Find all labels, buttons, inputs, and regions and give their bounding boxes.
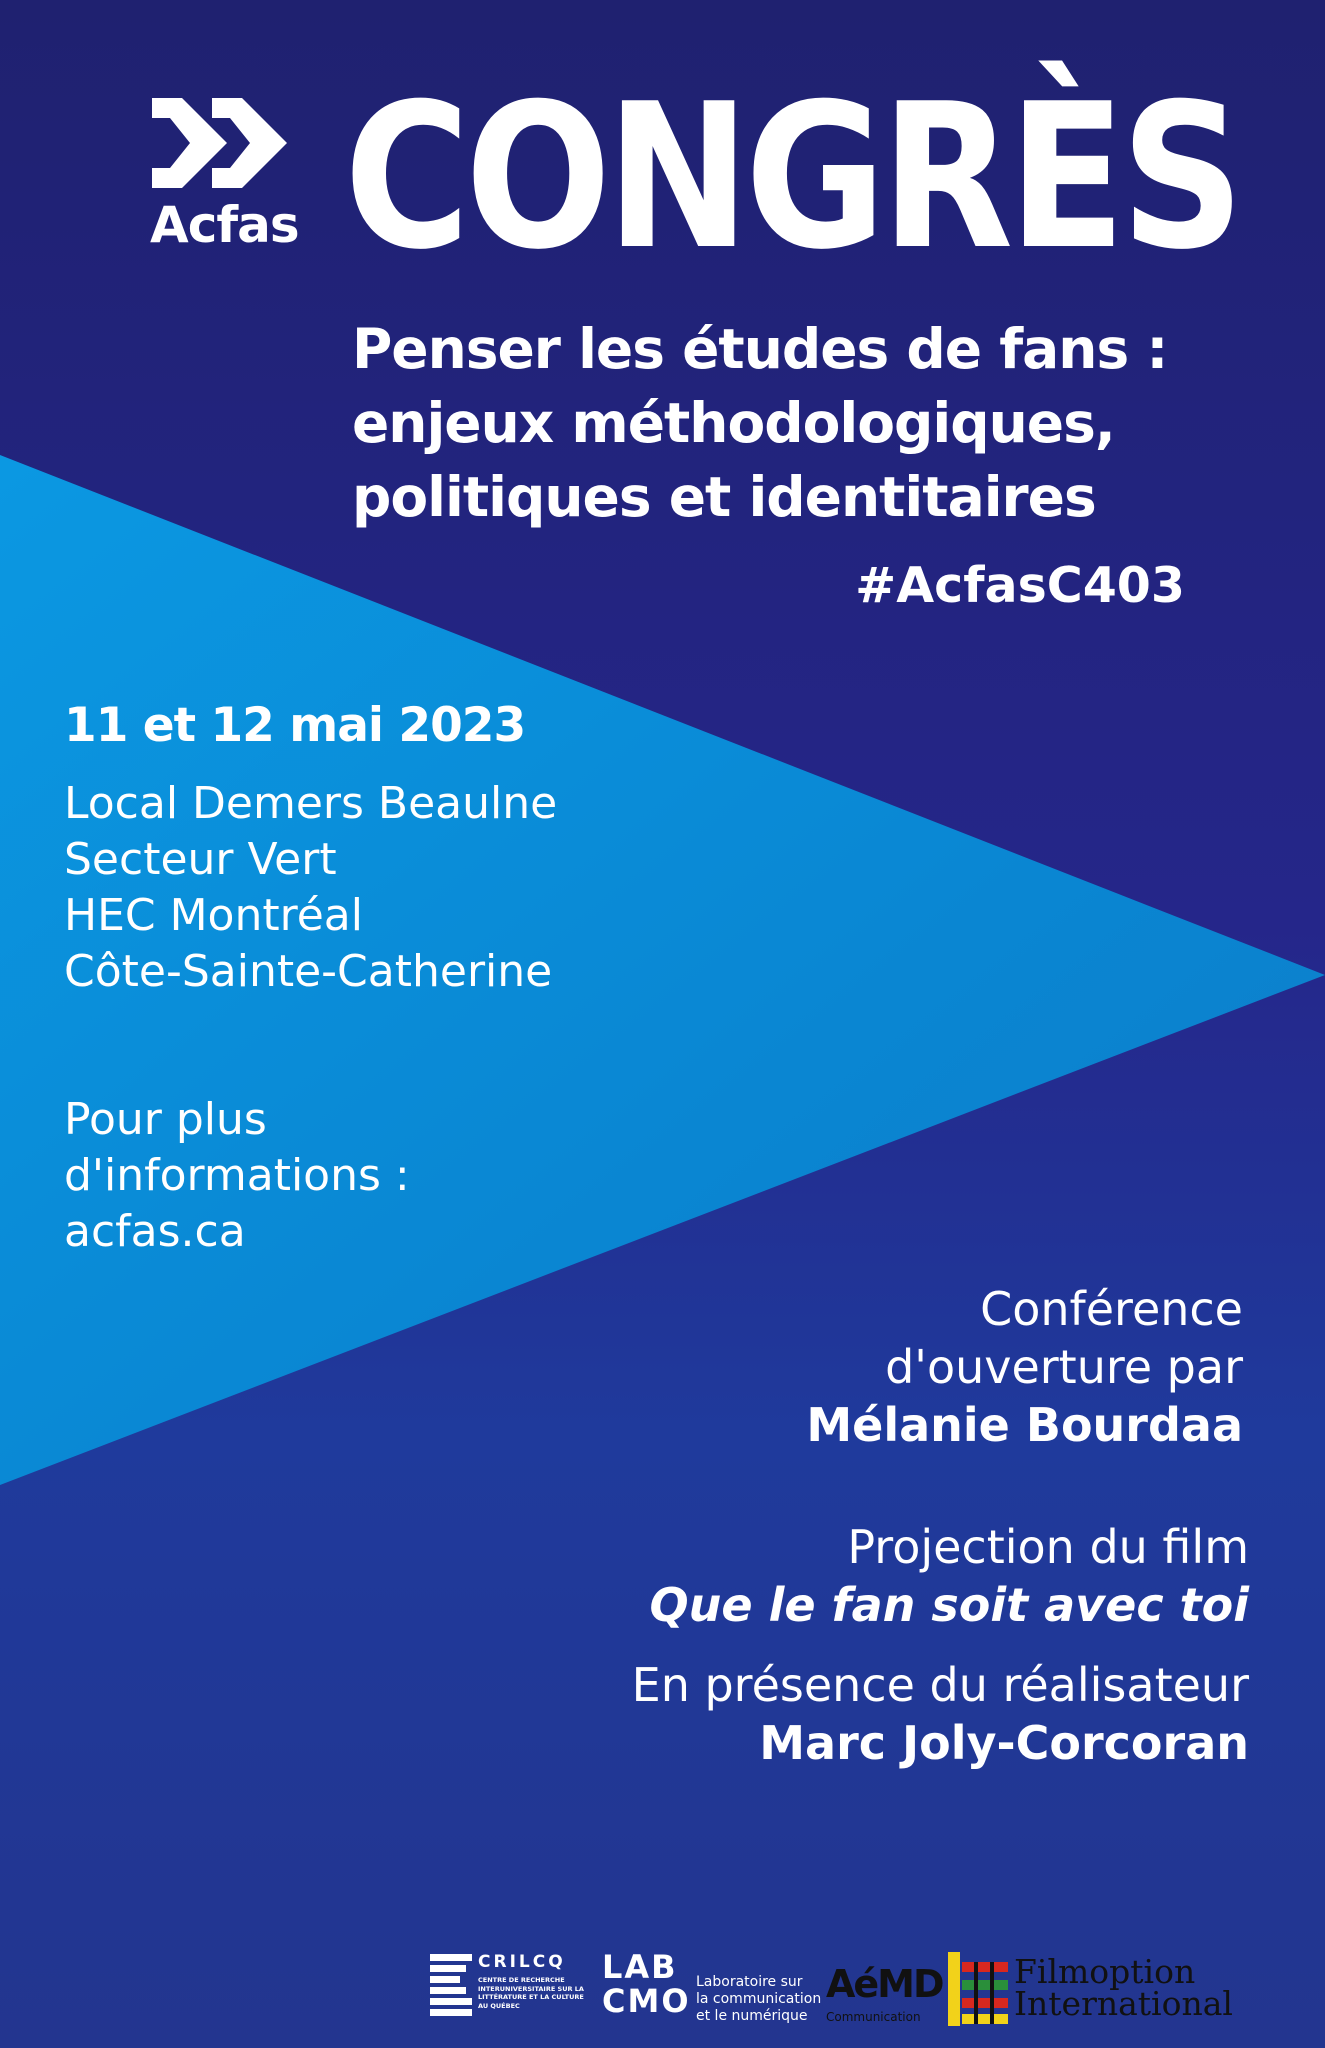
filmoption-logo-icon — [948, 1952, 1010, 2026]
info-website: acfas.ca — [64, 1206, 246, 1257]
conference-line: d'ouverture par — [885, 1340, 1243, 1394]
crilcq-description: CENTRE DE RECHERCHE INTERUNIVERSITAIRE SUR LA LITTÉRATURE ET LA CULTURE AU QUÉBEC — [478, 1976, 584, 2010]
film-title: Que le fan soit avec toi — [649, 1578, 1249, 1632]
address-line: Local Demers Beaulne — [64, 778, 558, 829]
filmoption-logo-text — [1014, 1952, 1233, 2023]
filmoption-line: International — [1014, 1984, 1233, 2023]
title-line: politiques et identitaires — [352, 465, 1096, 529]
address-line: Côte-Sainte-Catherine — [64, 946, 553, 997]
aemd-logo: AéMD — [826, 1962, 943, 2006]
labcmo-desc-line: la communication — [696, 1991, 822, 2007]
director-name: Marc Joly-Corcoran — [759, 1716, 1249, 1770]
director-line: En présence du réalisateur — [631, 1658, 1249, 1712]
acfas-logo-text: Acfas — [150, 196, 299, 254]
hashtag: #AcfasC403 — [855, 557, 1185, 614]
crilcq-name: CRILCQ — [478, 1952, 566, 1972]
labcmo-bottom: CMO — [602, 1982, 691, 2020]
title-line: enjeux méthodologiques, — [352, 391, 1115, 455]
aemd-subtitle: Communication — [826, 2010, 921, 2024]
crilcq-logo-icon — [430, 1954, 472, 2016]
opening-conference — [806, 1280, 1243, 1454]
info-line: Pour plus — [64, 1094, 267, 1145]
double-chevron-icon — [152, 98, 302, 188]
title-line: Penser les études de fans : — [352, 317, 1168, 381]
director-presence — [632, 1656, 1249, 1772]
projection-line: Projection du film — [847, 1520, 1249, 1574]
event-dates: 11 et 12 mai 2023 — [64, 698, 526, 753]
address-line: HEC Montréal — [64, 890, 363, 941]
partner-logos — [430, 1950, 1250, 2030]
info-line: d'informations : — [64, 1150, 410, 1201]
labcmo-desc-line: et le numérique — [696, 2008, 808, 2024]
labcmo-description — [696, 1974, 821, 2025]
filmoption-line: Filmoption — [1014, 1952, 1196, 1991]
labcmo-desc-line: Laboratoire sur — [696, 1974, 803, 1990]
conference-speaker: Mélanie Bourdaa — [806, 1398, 1243, 1452]
congres-heading: CONGRÈS — [344, 61, 1240, 294]
labcmo-logo — [602, 1950, 691, 2018]
event-title — [352, 312, 1167, 534]
address-line: Secteur Vert — [64, 834, 337, 885]
labcmo-top: LAB — [602, 1948, 678, 1986]
conference-line: Conférence — [980, 1282, 1243, 1336]
film-projection — [650, 1518, 1249, 1634]
more-info — [64, 1092, 410, 1260]
event-address — [64, 776, 557, 1000]
